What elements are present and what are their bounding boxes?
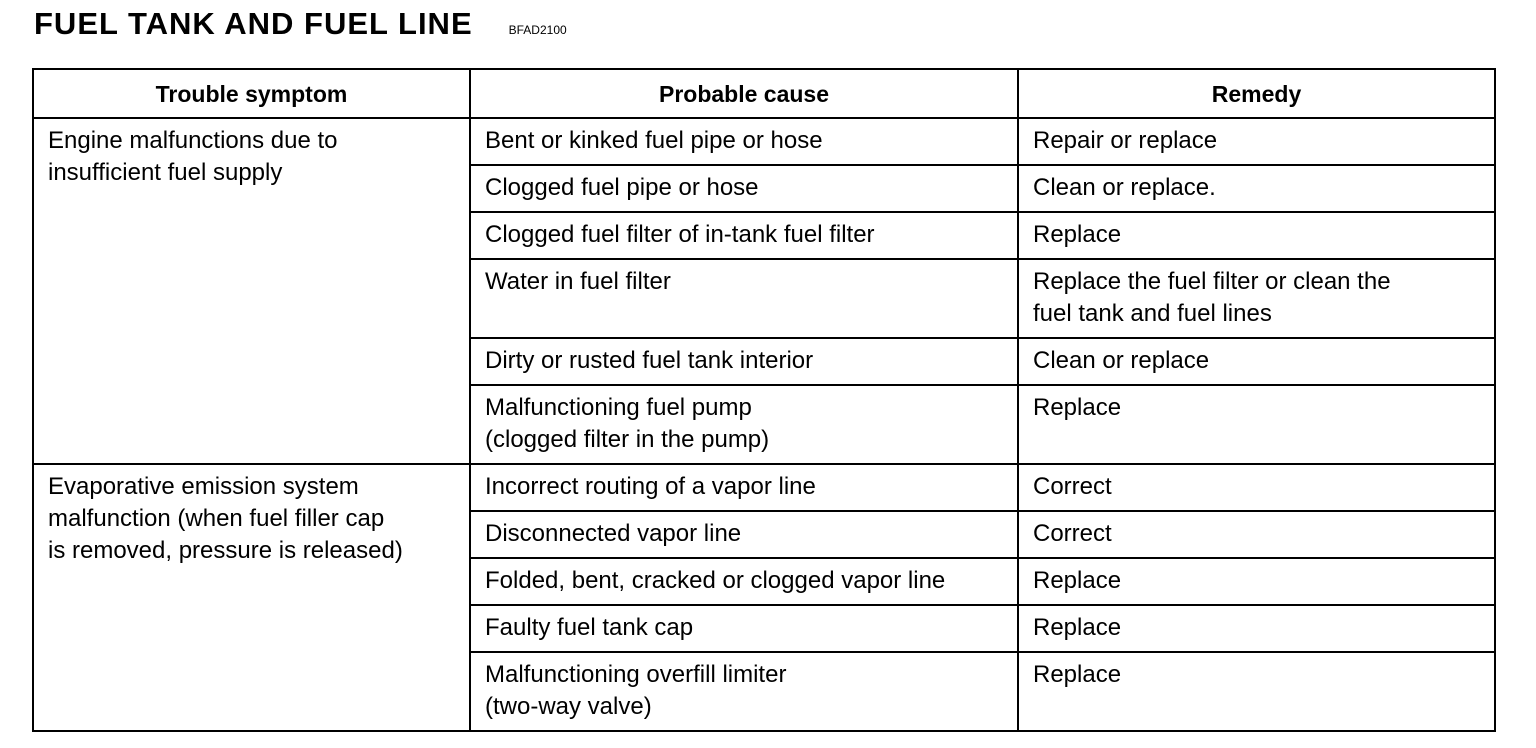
cause-cell: Incorrect routing of a vapor line bbox=[470, 464, 1018, 511]
remedy-cell: Replace bbox=[1018, 385, 1495, 464]
table-row bbox=[33, 118, 1495, 165]
document-code: BFAD2100 bbox=[508, 23, 567, 37]
table-header-row bbox=[33, 69, 1495, 118]
cause-cell: Malfunctioning fuel pump (clogged filter in the pump) bbox=[470, 385, 1018, 464]
symptom-cell: Evaporative emission system malfunction (when fuel filler cap is removed, pressure is released) bbox=[33, 464, 470, 731]
cause-cell: Clogged fuel pipe or hose bbox=[470, 165, 1018, 212]
page-title: FUEL TANK AND FUEL LINE bbox=[34, 6, 473, 41]
remedy-cell: Repair or replace bbox=[1018, 118, 1495, 165]
remedy-cell: Replace bbox=[1018, 212, 1495, 259]
cause-cell: Clogged fuel filter of in-tank fuel filter bbox=[470, 212, 1018, 259]
remedy-cell: Correct bbox=[1018, 464, 1495, 511]
page-header bbox=[34, 6, 567, 46]
remedy-cell: Replace the fuel filter or clean the fuel tank and fuel lines bbox=[1018, 259, 1495, 338]
cause-cell: Disconnected vapor line bbox=[470, 511, 1018, 558]
cause-cell: Dirty or rusted fuel tank interior bbox=[470, 338, 1018, 385]
cause-cell: Bent or kinked fuel pipe or hose bbox=[470, 118, 1018, 165]
column-header-cause: Probable cause bbox=[470, 69, 1018, 118]
column-header-symptom: Trouble symptom bbox=[33, 69, 470, 118]
column-header-remedy: Remedy bbox=[1018, 69, 1495, 118]
table-row bbox=[33, 464, 1495, 511]
remedy-cell: Replace bbox=[1018, 558, 1495, 605]
remedy-cell: Replace bbox=[1018, 605, 1495, 652]
cause-cell: Folded, bent, cracked or clogged vapor line bbox=[470, 558, 1018, 605]
remedy-cell: Replace bbox=[1018, 652, 1495, 731]
troubleshooting-table bbox=[32, 68, 1496, 732]
cause-cell: Malfunctioning overfill limiter (two-way valve) bbox=[470, 652, 1018, 731]
cause-cell: Water in fuel filter bbox=[470, 259, 1018, 338]
remedy-cell: Clean or replace. bbox=[1018, 165, 1495, 212]
remedy-cell: Clean or replace bbox=[1018, 338, 1495, 385]
symptom-cell: Engine malfunctions due to insufficient fuel supply bbox=[33, 118, 470, 464]
remedy-cell: Correct bbox=[1018, 511, 1495, 558]
cause-cell: Faulty fuel tank cap bbox=[470, 605, 1018, 652]
